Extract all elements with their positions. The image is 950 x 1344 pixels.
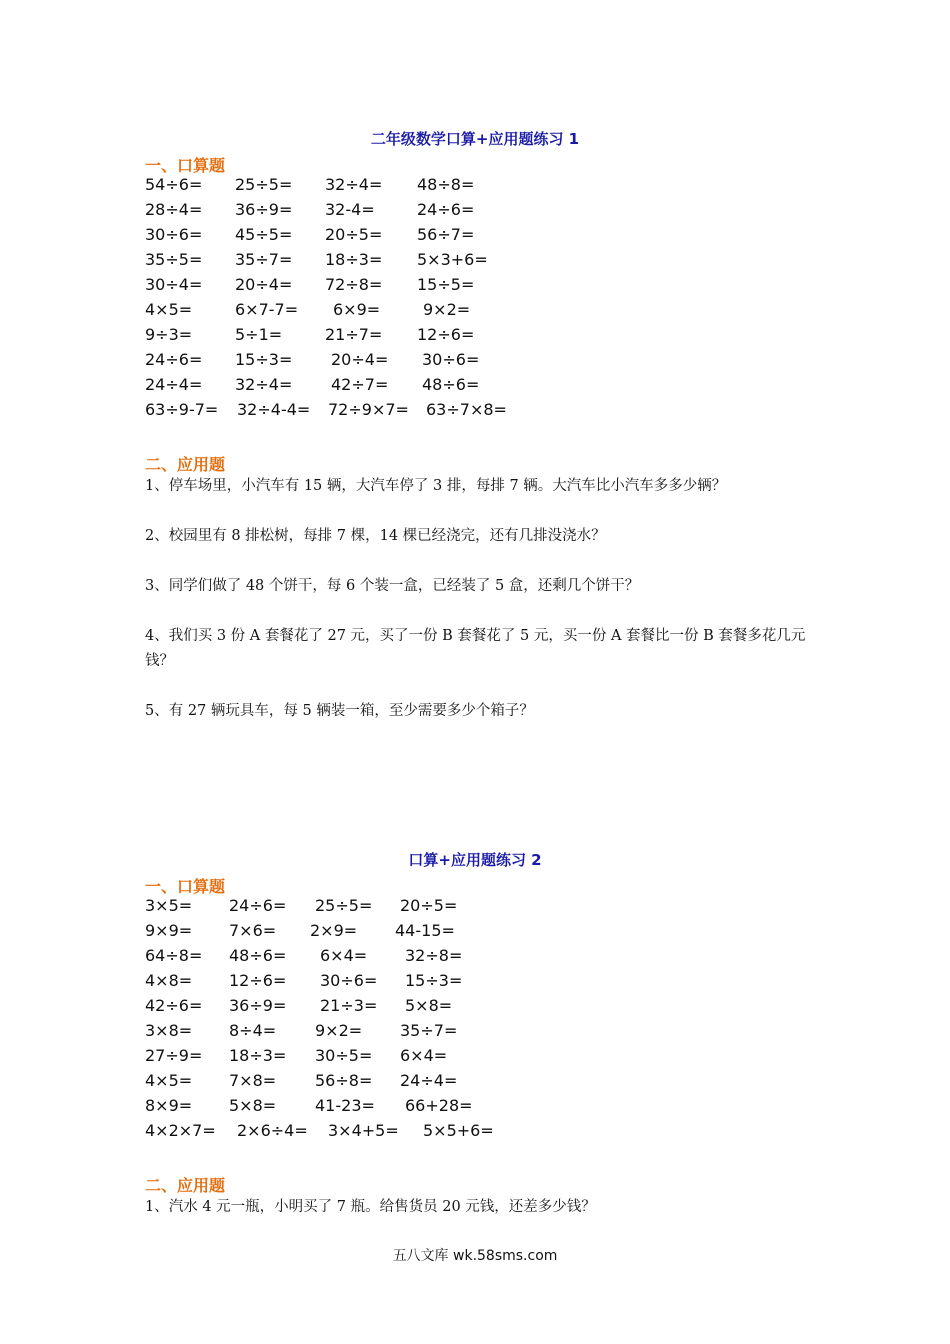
mental-problem: 56÷8=: [315, 1071, 373, 1090]
mental-problem: 44-15=: [395, 921, 455, 940]
section2-word-heading: 二、应用题: [145, 1176, 226, 1195]
section1-word-problem-4: 4、我们买 3 份 A 套餐花了 27 元，买了一份 B 套餐花了 5 元，买一份 A 套餐比一份 B 套餐多花几元钱？: [145, 628, 806, 669]
section2-word-problem-1: 1、汽水 4 元一瓶，小明买了 7 瓶。给售货员 20 元钱，还差多少钱？: [145, 1199, 596, 1215]
mental-problem: 27÷9=: [145, 1046, 203, 1065]
mental-problem: 30÷6=: [422, 350, 480, 369]
section2-mental-heading: 一、口算题: [145, 877, 226, 896]
mental-problem: 9×2=: [423, 300, 471, 319]
mental-problem: 12÷6=: [229, 971, 287, 990]
mental-problem: 15÷3=: [235, 350, 293, 369]
mental-problem: 4×5=: [145, 300, 193, 319]
mental-problem: 48÷6=: [422, 375, 480, 394]
mental-problem: 6×9=: [333, 300, 381, 319]
mental-problem: 41-23=: [315, 1096, 375, 1115]
mental-problem: 28÷4=: [145, 200, 203, 219]
mental-problem: 9÷3=: [145, 325, 193, 344]
mental-problem: 36÷9=: [229, 996, 287, 1015]
mental-problem: 35÷7=: [400, 1021, 458, 1040]
mental-problem: 30÷5=: [315, 1046, 373, 1065]
mental-problem: 3×5=: [145, 896, 193, 915]
mental-problem: 20÷5=: [400, 896, 458, 915]
mental-problem: 2×6÷4=: [237, 1121, 308, 1140]
mental-problem: 63÷9-7=: [145, 400, 219, 419]
mental-problem: 15÷3=: [405, 971, 463, 990]
mental-problem: 25÷5=: [235, 175, 293, 194]
mental-problem: 30÷6=: [320, 971, 378, 990]
mental-problem: 5×8=: [405, 996, 453, 1015]
mental-problem: 8×9=: [145, 1096, 193, 1115]
mental-problem: 64÷8=: [145, 946, 203, 965]
mental-problem: 12÷6=: [417, 325, 475, 344]
mental-problem: 24÷6=: [417, 200, 475, 219]
mental-problem: 35÷5=: [145, 250, 203, 269]
mental-problem: 32÷4=: [325, 175, 383, 194]
mental-problem: 32÷8=: [405, 946, 463, 965]
mental-problem: 20÷4=: [235, 275, 293, 294]
mental-problem: 18÷3=: [325, 250, 383, 269]
mental-problem: 5×8=: [229, 1096, 277, 1115]
mental-problem: 45÷5=: [235, 225, 293, 244]
mental-problem: 48÷6=: [229, 946, 287, 965]
mental-problem: 20÷4=: [331, 350, 389, 369]
mental-problem: 32÷4=: [235, 375, 293, 394]
footer-watermark: 五八文库 wk.58sms.com: [392, 1248, 558, 1264]
mental-problem: 3×8=: [145, 1021, 193, 1040]
mental-problem: 21÷7=: [325, 325, 383, 344]
mental-problem: 56÷7=: [417, 225, 475, 244]
section1-word-problem-3: 3、同学们做了 48 个饼干，每 6 个装一盒，已经装了 5 盒，还剩几个饼干？: [145, 578, 640, 594]
mental-problem: 6×4=: [320, 946, 368, 965]
mental-problem: 72÷9×7=: [328, 400, 409, 419]
mental-problem: 2×9=: [310, 921, 358, 940]
mental-problem: 63÷7×8=: [426, 400, 507, 419]
mental-problem: 24÷6=: [229, 896, 287, 915]
section1-title: 二年级数学口算+应用题练习 1: [370, 130, 580, 148]
mental-problem: 48÷8=: [417, 175, 475, 194]
mental-problem: 4×2×7=: [145, 1121, 216, 1140]
mental-problem: 24÷4=: [145, 375, 203, 394]
mental-problem: 42÷7=: [331, 375, 389, 394]
mental-problem: 66+28=: [405, 1096, 473, 1115]
mental-problem: 9×9=: [145, 921, 193, 940]
mental-problem: 6×4=: [400, 1046, 448, 1065]
mental-problem: 5×3+6=: [417, 250, 488, 269]
mental-problem: 21÷3=: [320, 996, 378, 1015]
mental-problem: 5×5+6=: [423, 1121, 494, 1140]
section1-word-problem-1: 1、停车场里，小汽车有 15 辆，大汽车停了 3 排，每排 7 辆。大汽车比小汽车多多少辆？: [145, 478, 727, 494]
mental-problem: 7×6=: [229, 921, 277, 940]
mental-problem: 36÷9=: [235, 200, 293, 219]
section1-word-problem-5: 5、有 27 辆玩具车，每 5 辆装一箱，至少需要多少个箱子？: [145, 703, 534, 719]
section2-title: 口算+应用题练习 2: [408, 851, 542, 869]
mental-problem: 4×5=: [145, 1071, 193, 1090]
mental-problem: 32-4=: [325, 200, 375, 219]
mental-problem: 32÷4-4=: [237, 400, 311, 419]
section1-mental-heading: 一、口算题: [145, 156, 226, 175]
section1-word-heading: 二、应用题: [145, 455, 226, 474]
mental-problem: 8÷4=: [229, 1021, 277, 1040]
mental-problem: 42÷6=: [145, 996, 203, 1015]
section1-word-problem-2: 2、校园里有 8 排松树，每排 7 棵，14 棵已经浇完，还有几排没浇水？: [145, 528, 606, 544]
mental-problem: 5÷1=: [235, 325, 283, 344]
mental-problem: 54÷6=: [145, 175, 203, 194]
mental-problem: 30÷6=: [145, 225, 203, 244]
mental-problem: 30÷4=: [145, 275, 203, 294]
mental-problem: 15÷5=: [417, 275, 475, 294]
mental-problem: 72÷8=: [325, 275, 383, 294]
mental-problem: 25÷5=: [315, 896, 373, 915]
mental-problem: 24÷4=: [400, 1071, 458, 1090]
mental-problem: 3×4+5=: [328, 1121, 399, 1140]
mental-problem: 35÷7=: [235, 250, 293, 269]
mental-problem: 4×8=: [145, 971, 193, 990]
mental-problem: 18÷3=: [229, 1046, 287, 1065]
mental-problem: 20÷5=: [325, 225, 383, 244]
mental-problem: 7×8=: [229, 1071, 277, 1090]
mental-problem: 6×7-7=: [235, 300, 299, 319]
mental-problem: 9×2=: [315, 1021, 363, 1040]
mental-problem: 24÷6=: [145, 350, 203, 369]
